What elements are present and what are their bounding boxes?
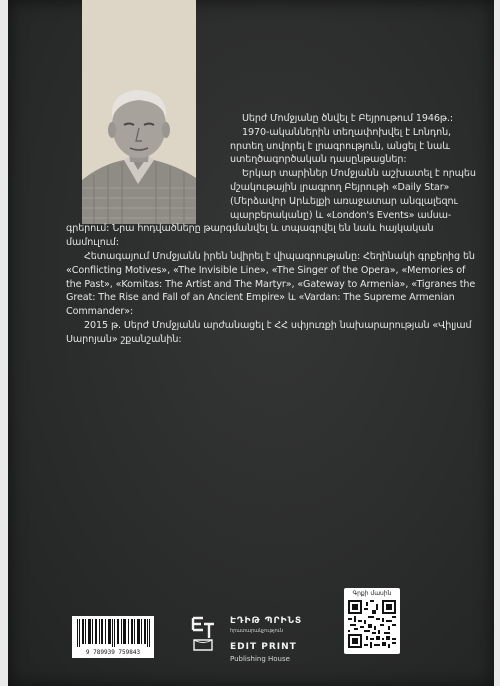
bio-paragraph: Երկար տարիներ Մոմջյանն աշխատել է որպես մշակութային լրագրող Բեյրութի «Daily Star» (Մերձավոր Արևելքի առաջատար անգլալեզու պարբերականը) և «London's Events» ամսա- — [230, 168, 476, 221]
bio-paragraph: 1970-ականներին տեղափոխվել է Լոնդոն, որտեղ սովորել է լրագրություն, անցել է նաև ստեղծագործական դասընթացներ: — [230, 126, 452, 166]
isbn-number: 9 789939 759843 — [85, 649, 141, 656]
publisher-name-english: EDIT PRINT — [230, 642, 297, 652]
back-cover — [8, 0, 494, 686]
barcode-bars — [76, 619, 150, 647]
qr-label: Գրքի մասին — [352, 590, 392, 597]
publisher-block — [190, 612, 330, 668]
bio-paragraph: Հետագայում Մոմջյանն իրեն նվիրել է վիպագրությանը: Հեղինակի գրքերից են «Conflicting Motives», «The Invisible Line», «The Singer of the Opera», «Memories of the Past», «Komitas: The Artist and The Martyr», «Gateway to Armenia», «Tigranes the Great: The Rise and Fall of an Ancient Empire» և «Vardan: The Supreme Armenian Commander»: — [66, 250, 476, 318]
publisher-subtitle-english: Publishing House — [230, 655, 290, 663]
bio-paragraph: 2015 թ. Սերժ Մոմջյանն արժանացել է ՀՀ սփյուռքի նախարարության «Վիլյամ Սարոյան» շքանշանին: — [66, 319, 472, 345]
bio-paragraph: Սերժ Մոմջյանը ծնվել է Բեյրութում 1946թ.: — [242, 113, 453, 124]
qr-code-block[interactable] — [344, 588, 400, 654]
publisher-logo-icon — [190, 614, 216, 654]
publisher-subtitle-armenian: հրատարակչություն — [230, 628, 284, 634]
isbn-barcode — [72, 616, 154, 658]
author-bio — [66, 112, 478, 347]
publisher-name-armenian: ԷԴԻԹ ՊՐԻՆՏ — [230, 616, 303, 626]
bio-paragraph: գրերում: Նրա հոդվածները թարգմանվել և տպագրվել են նաև հայկական մամուլում: — [66, 223, 434, 249]
qr-code-icon — [348, 600, 396, 648]
